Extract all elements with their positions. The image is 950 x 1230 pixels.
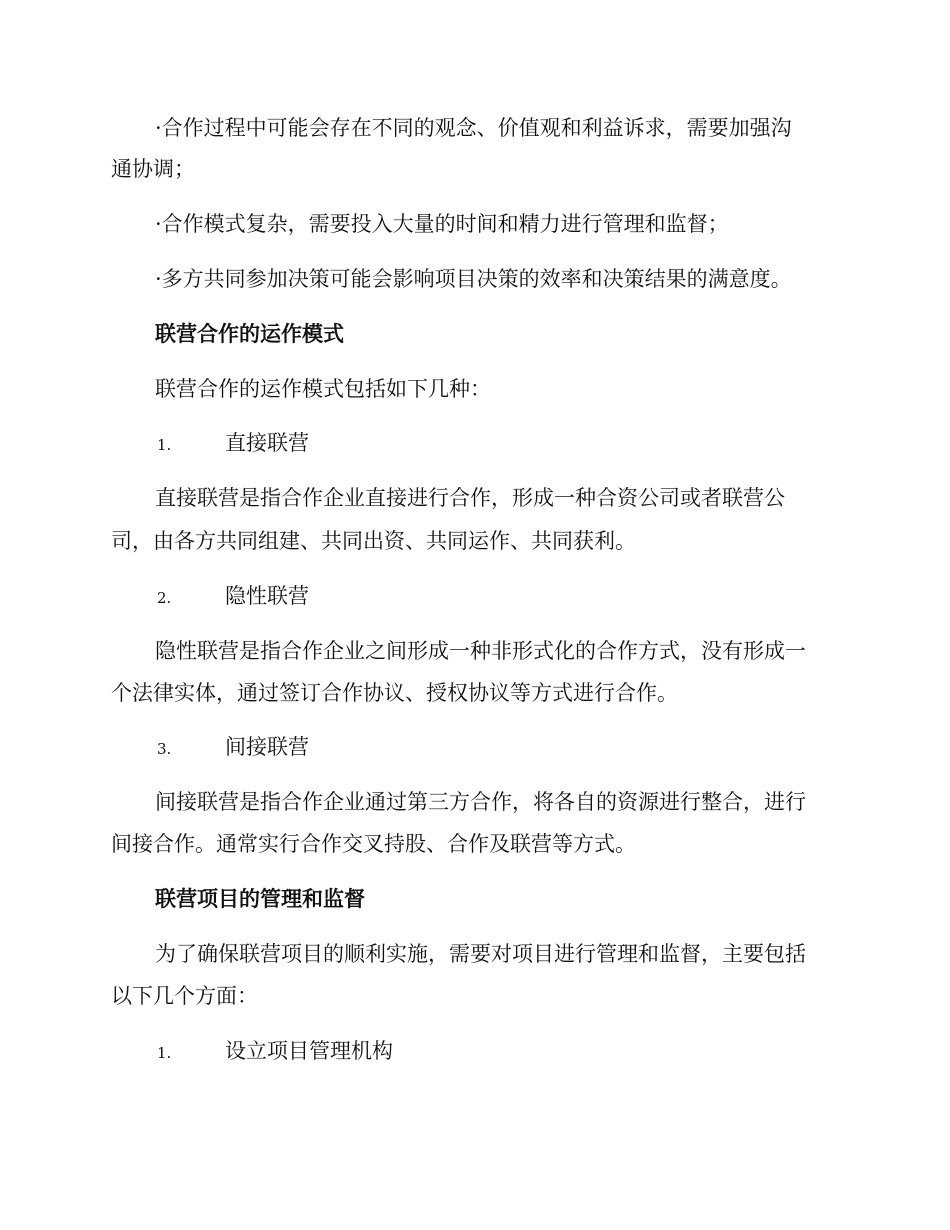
list-number-1: 1. [157,436,172,454]
hidden-joint-desc-line-1: 隐性联营是指合作企业之间形成一种非形式化的合作方式，没有形成一 [155,639,806,663]
bullet-2: ·合作模式复杂，需要投入大量的时间和精力进行管理和监督； [155,212,729,236]
direct-joint-desc-line-2: 司，由各方共同组建、共同出资、共同运作、共同获利。 [111,529,636,553]
bullet-1-line-1: ·合作过程中可能会存在不同的观念、价值观和利益诉求，需要加强沟 [155,116,792,140]
list-number-2: 2. [157,589,172,607]
bullet-1-line-2: 通协调； [111,157,195,181]
management-intro-line-1: 为了确保联营项目的顺利实施，需要对项目进行管理和监督，主要包括 [155,942,806,966]
indirect-joint-desc-line-1: 间接联营是指合作企业通过第三方合作，将各自的资源进行整合，进行 [155,790,806,814]
list-title-direct-joint: 直接联营 [225,431,309,455]
section-heading-operation-modes: 联营合作的运作模式 [155,321,344,346]
section-intro-operation-modes: 联营合作的运作模式包括如下几种： [155,377,491,401]
bullet-3: ·多方共同参加决策可能会影响项目决策的效率和决策结果的满意度。 [155,267,792,291]
direct-joint-desc-line-1: 直接联营是指合作企业直接进行合作，形成一种合资公司或者联营公 [155,486,785,510]
management-list-number-1: 1. [157,1044,172,1062]
indirect-joint-desc-line-2: 间接合作。通常实行合作交叉持股、合作及联营等方式。 [111,832,636,856]
list-title-indirect-joint: 间接联营 [225,735,309,759]
list-number-3: 3. [157,740,172,758]
list-title-hidden-joint: 隐性联营 [225,584,309,608]
management-list-title-1: 设立项目管理机构 [225,1039,393,1063]
section-heading-management: 联营项目的管理和监督 [155,886,365,911]
hidden-joint-desc-line-2: 个法律实体，通过签订合作协议、授权协议等方式进行合作。 [111,681,678,705]
management-intro-line-2: 以下几个方面： [111,984,258,1008]
